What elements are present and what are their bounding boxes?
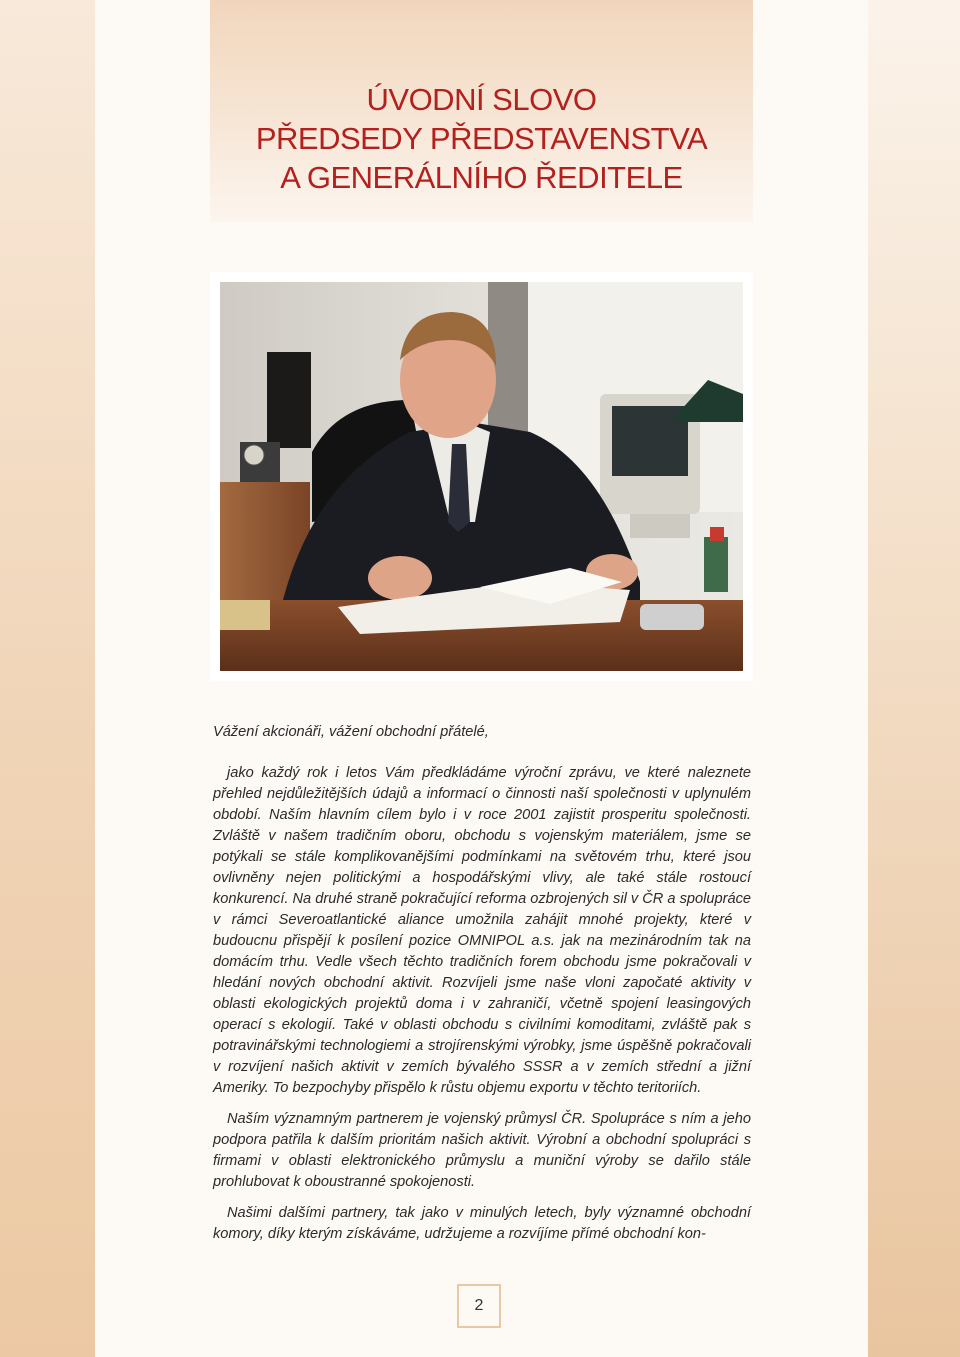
title-line-3: A GENERÁLNÍHO ŘEDITELE xyxy=(280,160,683,195)
title-line-2: PŘEDSEDY PŘEDSTAVENSTVA xyxy=(255,121,708,156)
page-title xyxy=(210,80,753,197)
body-text xyxy=(213,722,751,1255)
right-gradient-band xyxy=(868,0,960,1357)
page-number: 2 xyxy=(457,1284,501,1328)
salutation: Vážení akcionáři, vážení obchodní přátelé, xyxy=(213,724,489,740)
paragraph-3: Našimi dalšími partnery, tak jako v minulých letech, byly významné obchodní komory, díky kterým získáváme, udržujeme a rozvíjíme přímé obchodní kon- xyxy=(213,1205,751,1242)
title-line-1: ÚVODNÍ SLOVO xyxy=(366,82,597,117)
paragraph-2: Naším významným partnerem je vojenský průmysl ČR. Spolupráce s ním a jeho podpora patřila k dalším prioritám našich aktivit. Výrobní a obchodní spolupráci s firmami v oblasti elektronického průmyslu a muniční výroby se dařilo stále prohlubovat k oboustranné spokojenosti. xyxy=(213,1111,751,1190)
paragraph-1: jako každý rok i letos Vám předkládáme výroční zprávu, ve které naleznete přehled nejdůležitějších údajů a informací o činnosti naší společnosti v uplynulém období. Naším hlavním cílem bylo i v roce 2001 zajistit prosperitu společnosti. Zvláště v našem tradičním oboru, obchodu s vojenským materiálem, jsme se potýkali se stále komplikovanějšími podmínkami na světovém trhu, které jsou ovlivněny nejen politickými a hospodářskými vlivy, ale také stále rostoucí konkurencí. Na druhé straně pokračující reforma ozbrojených sil v ČR a spolupráce v rámci Severoatlantické aliance umožnila zahájit mnohé projekty, které v budoucnu přispějí k posílení pozice OMNIPOL a.s. jak na mezinárodním tak na domácím trhu. Vedle všech těchto tradičních forem obchodu jsme pokračovali v hledání nových obchodní aktivit. Rozvíjeli jsme naše vloni započaté aktivity v oblasti ekologických projektů doma i v zahraničí, včetně spojení leasingových operací s ekologií. Také v oblasti obchodu s civilními komoditami, zvláště pak s potravinářskými technologiemi a strojírenskými výrobky, jsme úspěšně pokračovali v rozvíjení našich aktivit v zemích bývalého SSSR a v zemích střední a jižní Ameriky. To bezpochyby přispělo k růstu objemu exportu v těchto teritoriích. xyxy=(213,765,751,1096)
left-gradient-band xyxy=(0,0,95,1357)
portrait-photo xyxy=(220,282,743,671)
